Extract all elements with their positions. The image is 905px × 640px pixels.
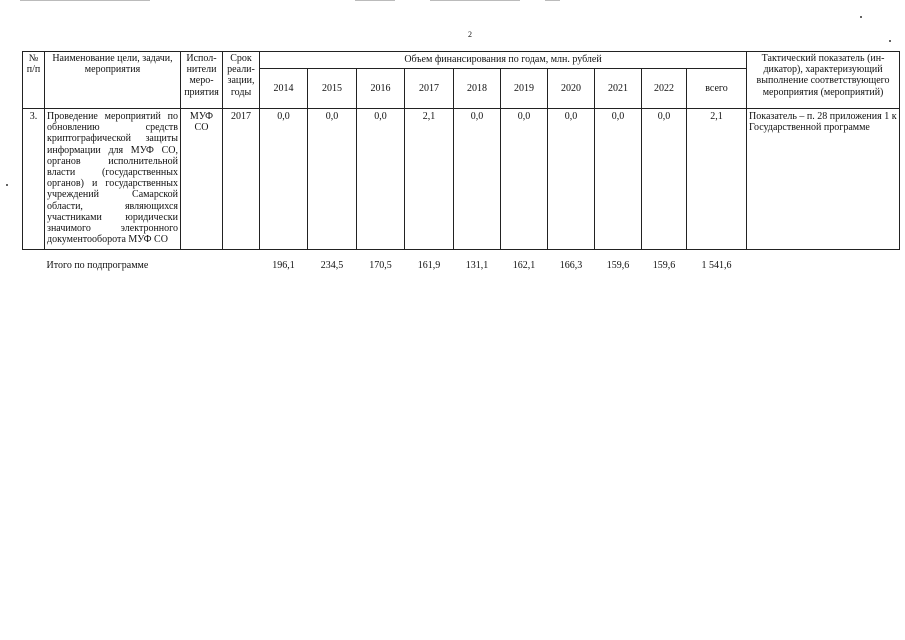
header-executors: Испол-нители меро-приятия	[181, 52, 223, 109]
header-year-2015: 2015	[308, 69, 357, 109]
scan-speck	[860, 16, 862, 18]
total-value-2017: 161,9	[417, 260, 441, 272]
total-value-2015: 234,5	[320, 260, 344, 272]
row-value-2016: 0,0	[357, 109, 405, 250]
row-term: 2017	[223, 109, 260, 250]
row-value-total: 2,1	[687, 109, 747, 250]
total-value-2014: 196,1	[272, 260, 295, 272]
page-number: 2	[468, 30, 472, 39]
row-indicator: Показатель – п. 28 приложения 1 к Государственной программе	[747, 109, 900, 250]
funding-table	[22, 51, 900, 273]
total-value-2022: 159,6	[652, 260, 676, 272]
scan-top-line	[355, 0, 395, 1]
row-value-2018: 0,0	[454, 109, 501, 250]
scan-top-line	[20, 0, 150, 1]
row-value-2014: 0,0	[260, 109, 308, 250]
row-number: 3.	[23, 109, 45, 250]
header-year-2016: 2016	[357, 69, 405, 109]
header-year-2020: 2020	[548, 69, 595, 109]
scan-speck	[6, 184, 8, 186]
header-year-2021: 2021	[595, 69, 642, 109]
total-value-2018: 131,1	[465, 260, 489, 272]
row-value-2021: 0,0	[595, 109, 642, 250]
scan-top-line	[545, 0, 560, 1]
total-value-2016: 170,5	[369, 260, 392, 272]
row-value-2017: 2,1	[405, 109, 454, 250]
row-executors: МУФ СО	[181, 109, 223, 250]
row-value-2022: 0,0	[642, 109, 687, 250]
scan-top-line	[430, 0, 520, 1]
header-term: Срок реали-зации, годы	[223, 52, 260, 109]
total-label: Итого по подпрограмме	[46, 260, 149, 272]
header-name: Наименование цели, задачи, мероприятия	[45, 52, 181, 109]
header-funding: Объем финансирования по годам, млн. рублей	[260, 52, 747, 69]
table-row	[23, 109, 900, 250]
header-year-2018: 2018	[454, 69, 501, 109]
row-value-2019: 0,0	[501, 109, 548, 250]
total-value-2019: 162,1	[512, 260, 536, 272]
header-year-2022: 2022	[642, 69, 687, 109]
header-year-2017: 2017	[405, 69, 454, 109]
row-value-2015: 0,0	[308, 109, 357, 250]
header-number: № п/п	[23, 52, 45, 109]
scan-speck	[889, 40, 891, 42]
total-value-2021: 159,6	[606, 260, 630, 272]
row-value-2020: 0,0	[548, 109, 595, 250]
total-row	[23, 250, 900, 274]
header-total: всего	[687, 69, 747, 109]
header-year-2014: 2014	[260, 69, 308, 109]
total-value-all: 1 541,6	[701, 260, 732, 272]
total-value-2020: 166,3	[559, 260, 583, 272]
header-year-2019: 2019	[501, 69, 548, 109]
header-indicator: Тактический показатель (ин-дикатор), характеризующий выполнение соответствующего мероприятия (мероприятий)	[747, 52, 900, 109]
row-name: Проведение мероприятий по обновлению средств криптографической защиты информации для МУФ СО, органов исполнительной власти (государственных органов) и государственных учреждений Самарской области, являющихся участниками юридически значимого электронного документооборота МУФ СО	[45, 109, 181, 250]
